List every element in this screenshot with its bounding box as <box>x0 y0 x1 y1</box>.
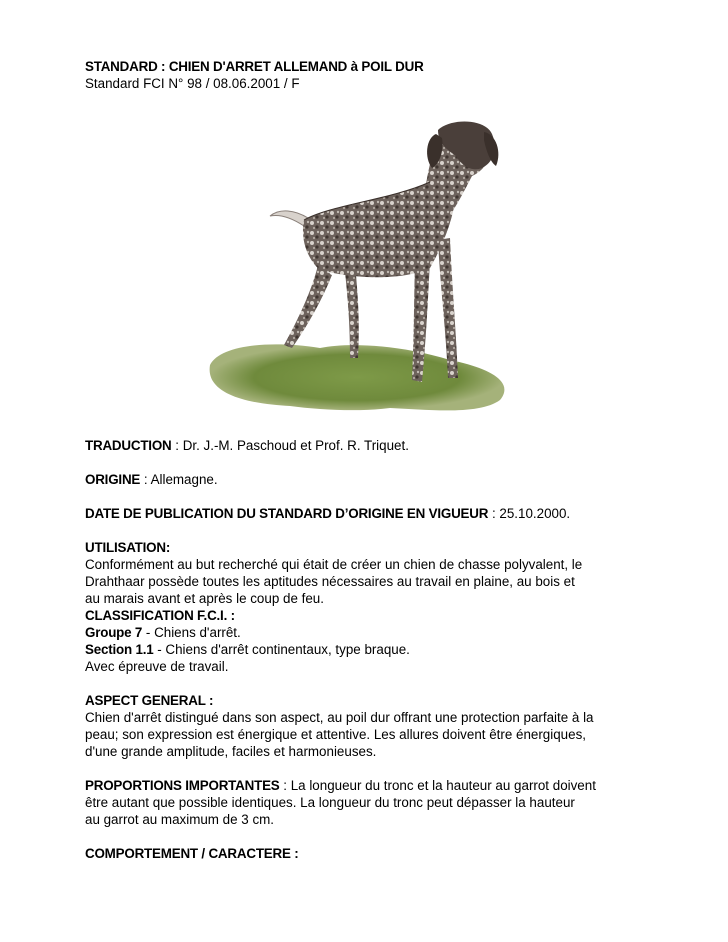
utilisation-line: au marais avant et après le coup de feu. <box>85 591 324 606</box>
epreuve-line: Avec épreuve de travail. <box>85 659 229 674</box>
dog-photo <box>200 110 520 420</box>
aspect-line: peau; son expression est énergique et attentive. Les allures doivent être énergiques, <box>85 727 586 742</box>
classification-heading: CLASSIFICATION F.C.I. : <box>85 608 235 623</box>
traduction-text: : Dr. J.-M. Paschoud et Prof. R. Triquet. <box>171 438 409 453</box>
proportions-line <box>85 777 665 794</box>
proportions-line: au garrot au maximum de 3 cm. <box>85 812 275 827</box>
standard-number: Standard FCI N° 98 / 08.06.2001 / F <box>85 76 300 91</box>
dog-tail <box>270 211 308 226</box>
comportement-heading: COMPORTEMENT / CARACTERE : <box>85 846 299 861</box>
origine-text: : Allemagne. <box>140 472 218 487</box>
section-line <box>85 641 665 658</box>
proportions-label: PROPORTIONS IMPORTANTES <box>85 778 280 793</box>
origine-label: ORIGINE <box>85 472 141 487</box>
proportions-text: : La longueur du tronc et la hauteur au garrot doivent <box>279 778 596 793</box>
section-text: - Chiens d'arrêt continentaux, type braque. <box>153 642 410 657</box>
utilisation-line: Drahthaar possède toutes les aptitudes nécessaires au travail en plaine, au bois et <box>85 574 575 589</box>
utilisation-heading: UTILISATION: <box>85 540 171 555</box>
traduction-line <box>85 437 665 454</box>
aspect-line: d'une grande amplitude, faciles et harmonieuses. <box>85 744 377 759</box>
aspect-line: Chien d'arrêt distingué dans son aspect, au poil dur offrant une protection parfaite à la <box>85 710 594 725</box>
dog-leg <box>345 272 359 358</box>
page-title: STANDARD : CHIEN D'ARRET ALLEMAND à POIL DUR <box>85 59 424 74</box>
dog-leg <box>438 238 458 378</box>
publication-line <box>85 505 665 522</box>
traduction-label: TRADUCTION <box>85 438 172 453</box>
dog-leg <box>284 265 332 348</box>
section-label: Section 1.1 <box>85 642 154 657</box>
aspect-heading: ASPECT GENERAL : <box>85 693 214 708</box>
groupe-label: Groupe 7 <box>85 625 143 640</box>
publication-label: DATE DE PUBLICATION DU STANDARD D’ORIGINE EN VIGUEUR <box>85 506 489 521</box>
origine-line <box>85 471 665 488</box>
groupe-line <box>85 624 665 641</box>
utilisation-line: Conformément au but recherché qui était de créer un chien de chasse polyvalent, le <box>85 557 583 572</box>
proportions-line: être autant que possible identiques. La longueur du tronc peut dépasser la hauteur <box>85 795 575 810</box>
groupe-text: - Chiens d'arrêt. <box>142 625 241 640</box>
publication-text: : 25.10.2000. <box>488 506 571 521</box>
